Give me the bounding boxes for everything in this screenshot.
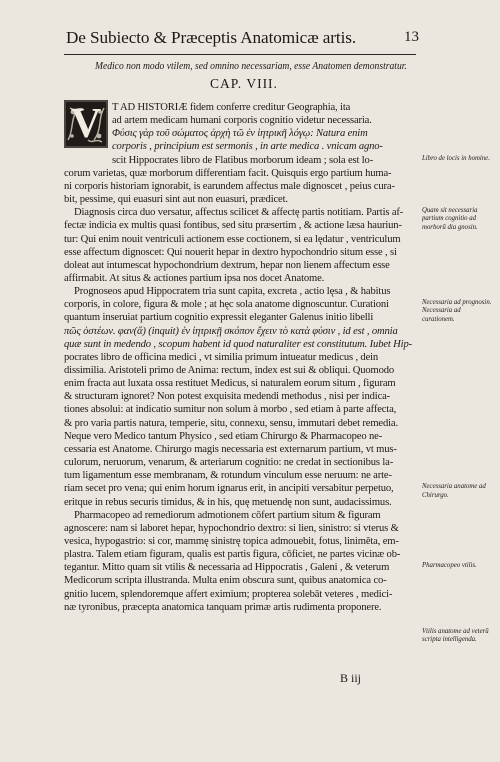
text-line: tum ligamentum esse membranam, & rotundum vinculum esse neruum: ne arte-: [64, 470, 392, 482]
margin-note: Libro de locis in homine.: [422, 154, 490, 162]
text-line: Neque vero Medico tantum Physico , sed etiam Chirurgo & Pharmacopeo ne-: [64, 430, 383, 442]
text-line: quantum inseruiat partium cognitio expressit eleganter Galenus initio libelli: [64, 312, 374, 324]
text-line: esse affectum dignoscet: Qui nouerit hepar in dextro hypochondrio situm esse , si: [64, 246, 397, 258]
text-line: ad artem medicam humani corporis cognitio videtur necessaria.: [112, 115, 372, 127]
text-line: gnitio lucem, splendoremque affert eximium; propterea solebāt veteres , medici-: [64, 588, 393, 600]
initial-letter: V: [70, 101, 102, 147]
text-line: scit Hippocrates libro de Flatibus morborum ideam ; sola est lo-: [112, 154, 374, 166]
text-line: πῶς ὀστέων. φαν(ἄ) (inquit) ἐν ἰητρικῇ σκόπον ἔχειν τὸ κατὰ φύσιν , id est , omnia: [64, 325, 398, 337]
text-line: corum varietas, quæ morborum differentiam facit. Quisquis ergo partium huma-: [64, 167, 392, 179]
text-line: eritque in rebus securis timidus, & in his, quę metuendę non sunt, audacissimus.: [64, 496, 392, 508]
text-line: Diagnosis circa duo versatur, affectus scilicet & affectę partis notitiam. Partis af-: [74, 207, 404, 219]
text-line: riam secet pro vena; qui enim horum ignarus erit, in ancipiti versabitur perpetuo,: [64, 483, 394, 495]
text-line: ni corporis historiam ignorabit, is earundem affectus male dignoscet , peius cura-: [64, 180, 395, 192]
text-line: quæ sunt in medendo , scopum habent id quod naturaliter est constitutum. Iubet Hip-: [64, 338, 413, 350]
chapter-subtitle: Medico non modo vtilem, sed omnino necessariam, esse Anatomen demonstratur.: [94, 61, 407, 72]
text-line: Pharmacopeo ad remediorum admotionem cōfert partium situm & figuram: [74, 509, 381, 521]
running-title: De Subiecto & Præceptis Anatomicæ artis.: [66, 28, 357, 47]
text-line: & pro varia partis natura, temperie, situ, connexu, sensu, immutari debet remedia.: [64, 417, 398, 429]
text-line: culorum, neruorum, venarum, & arteriarum cognitio: ne credat in sectionibus la-: [64, 457, 394, 469]
text-line: tiones absolui: at indicatio sumitur non solum à morbo , sed etiam à parte affecta,: [64, 404, 397, 416]
text-line: affirmabit. At situs & actiones partium ipsa nos docet Anatome.: [64, 272, 325, 284]
text-line: tur: Qui enim nouit ventriculi actionem esse coctionem, si ea lędatur , ventriculum: [64, 233, 401, 245]
margin-note: Necessaria ad prognosin. Necessaria ad curationem.: [422, 299, 492, 323]
margin-note: Quam sit necessaria partium cognitio ad morborū dia gnosin.: [422, 207, 478, 231]
text-line: bit, pessime, qui euasuri sint aut non euasuri, prædicet.: [64, 194, 288, 206]
margin-note: Pharmacopeo vtilis.: [422, 562, 477, 570]
decorated-initial: [64, 100, 108, 148]
chapter-heading: CAP. VIII.: [210, 76, 278, 91]
text-line: næ tyronibus, præcepta anatomica tanquam primæ artis rudimenta proponere.: [64, 601, 382, 613]
text-line: agnoscere: nam si laboret hepar, hypochondrio dextro: si lien, sinistro: si vterus &: [64, 522, 399, 534]
text-line: Medicorum scripta illustranda. Multa enim obscura sunt, quibus anatomica co-: [64, 575, 387, 587]
text-line: T AD HISTORIÆ fidem conferre creditur Geographia, ita: [112, 102, 351, 113]
text-line: Prognoseos apud Hippocratem tria sunt capita, excreta , actio lęsa , & habitus: [74, 286, 391, 298]
text-line: vesica, hypogastrio: si cor, mammę sinistrę topica admouebit, fotus, linimēta, em-: [64, 535, 399, 547]
text-line: fectæ indicia ex multis quasi fontibus, sed situ præsertim , & actione læsa hauriun-: [64, 220, 402, 232]
text-line: doleat aut intumescat hypochondrium dextrum, hepar non lienem affectum esse: [64, 259, 390, 271]
text-line: cessaria est Anatome. Chirurgo magis necessaria est externarum partium, vt mus-: [64, 443, 397, 455]
margin-note: Necessaria anatome ad Chirurgo.: [422, 483, 486, 499]
text-line: corporis , principium est sermonis , in arte medica . vnicam agno-: [112, 141, 383, 153]
page-number: 13: [404, 29, 419, 45]
text-line: tegantur. Mitto quam sit vtilis & necessaria ad Hippocratis , Galeni , & veterum: [64, 562, 390, 574]
text-line: pocrates libro de officina medici , vt similia primum intueatur medicus , dein: [64, 351, 379, 363]
text-line: plastra. Talem etiam figuram, qualis est partis figura, cōficiet, ne partes vicinæ ob-: [64, 549, 401, 561]
text-line: & structuram ignoret? Non potest exquisita medendi methodus , nisi per indica-: [64, 391, 391, 403]
running-head: [64, 26, 416, 55]
text-line: corporis, in colore, figura & mole ; at hęc sola anatome dignoscuntur. Curationi: [64, 299, 389, 311]
text-line: Φύσις γὰρ τοῦ σώματος ἀρχὴ τῶ ἐν ἰητρικῆ λόγῳ: Natura enim: [112, 128, 368, 140]
text-line: enim fracta aut luxata ossa restituet Medicus, si naturalem eorum situm , figuram: [64, 378, 396, 390]
margin-note: Vtilis anatome ad veterū scripta intelligenda.: [422, 628, 489, 644]
signature-mark: B iij: [340, 671, 362, 685]
text-line: dissimilia. Aristoteli primo de Anima: rectum, index est sui & obliqui. Quomodo: [64, 365, 395, 376]
